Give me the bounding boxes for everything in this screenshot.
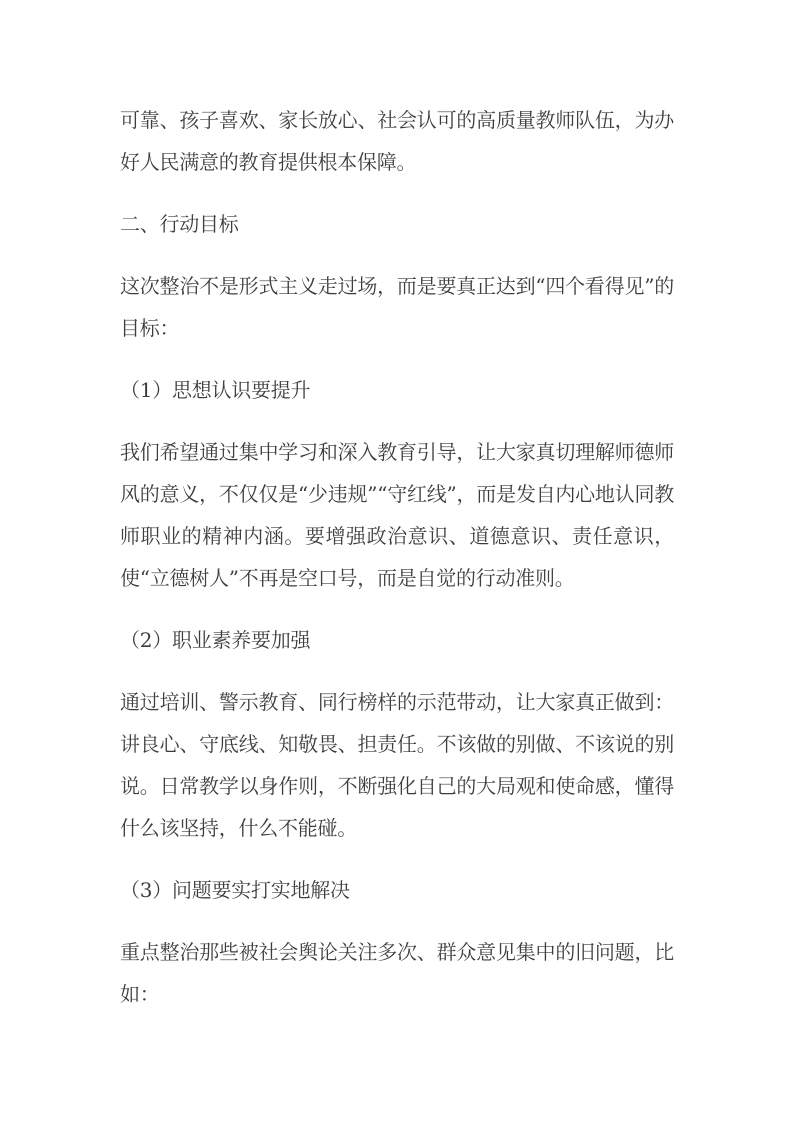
sub-heading: （1）思想认识要提升	[120, 378, 311, 402]
section-heading: 二、行动目标	[120, 212, 239, 236]
paragraph: 这次整治不是形式主义走过场，而是要真正达到“四个看得见”的目标：	[120, 274, 674, 340]
paragraph: 重点整治那些被社会舆论关注多次、群众意见集中的旧问题，比如：	[120, 940, 674, 1006]
paragraph: 我们希望通过集中学习和深入教育引导，让大家真切理解师德师风的意义，不仅仅是“少违规”“守红线”，而是发自内心地认同教师职业的精神内涵。要增强政治意识、道德意识、责任意识，使“立德树人”不再是空口号，而是自觉的行动准则。	[120, 440, 674, 590]
sub-heading: （2）职业素养要加强	[120, 628, 311, 652]
sub-heading: （3）问题要实打实地解决	[120, 878, 350, 902]
paragraph: 通过培训、警示教育、同行榜样的示范带动，让大家真正做到：讲良心、守底线、知敬畏、担责任。不该做的别做、不该说的别说。日常教学以身作则，不断强化自己的大局观和使命感，懂得什么该坚持，什么不能碰。	[120, 690, 674, 840]
document-content	[120, 99, 674, 1035]
paragraph: 可靠、孩子喜欢、家长放心、社会认可的高质量教师队伍，为办好人民满意的教育提供根本保障。	[120, 108, 674, 174]
